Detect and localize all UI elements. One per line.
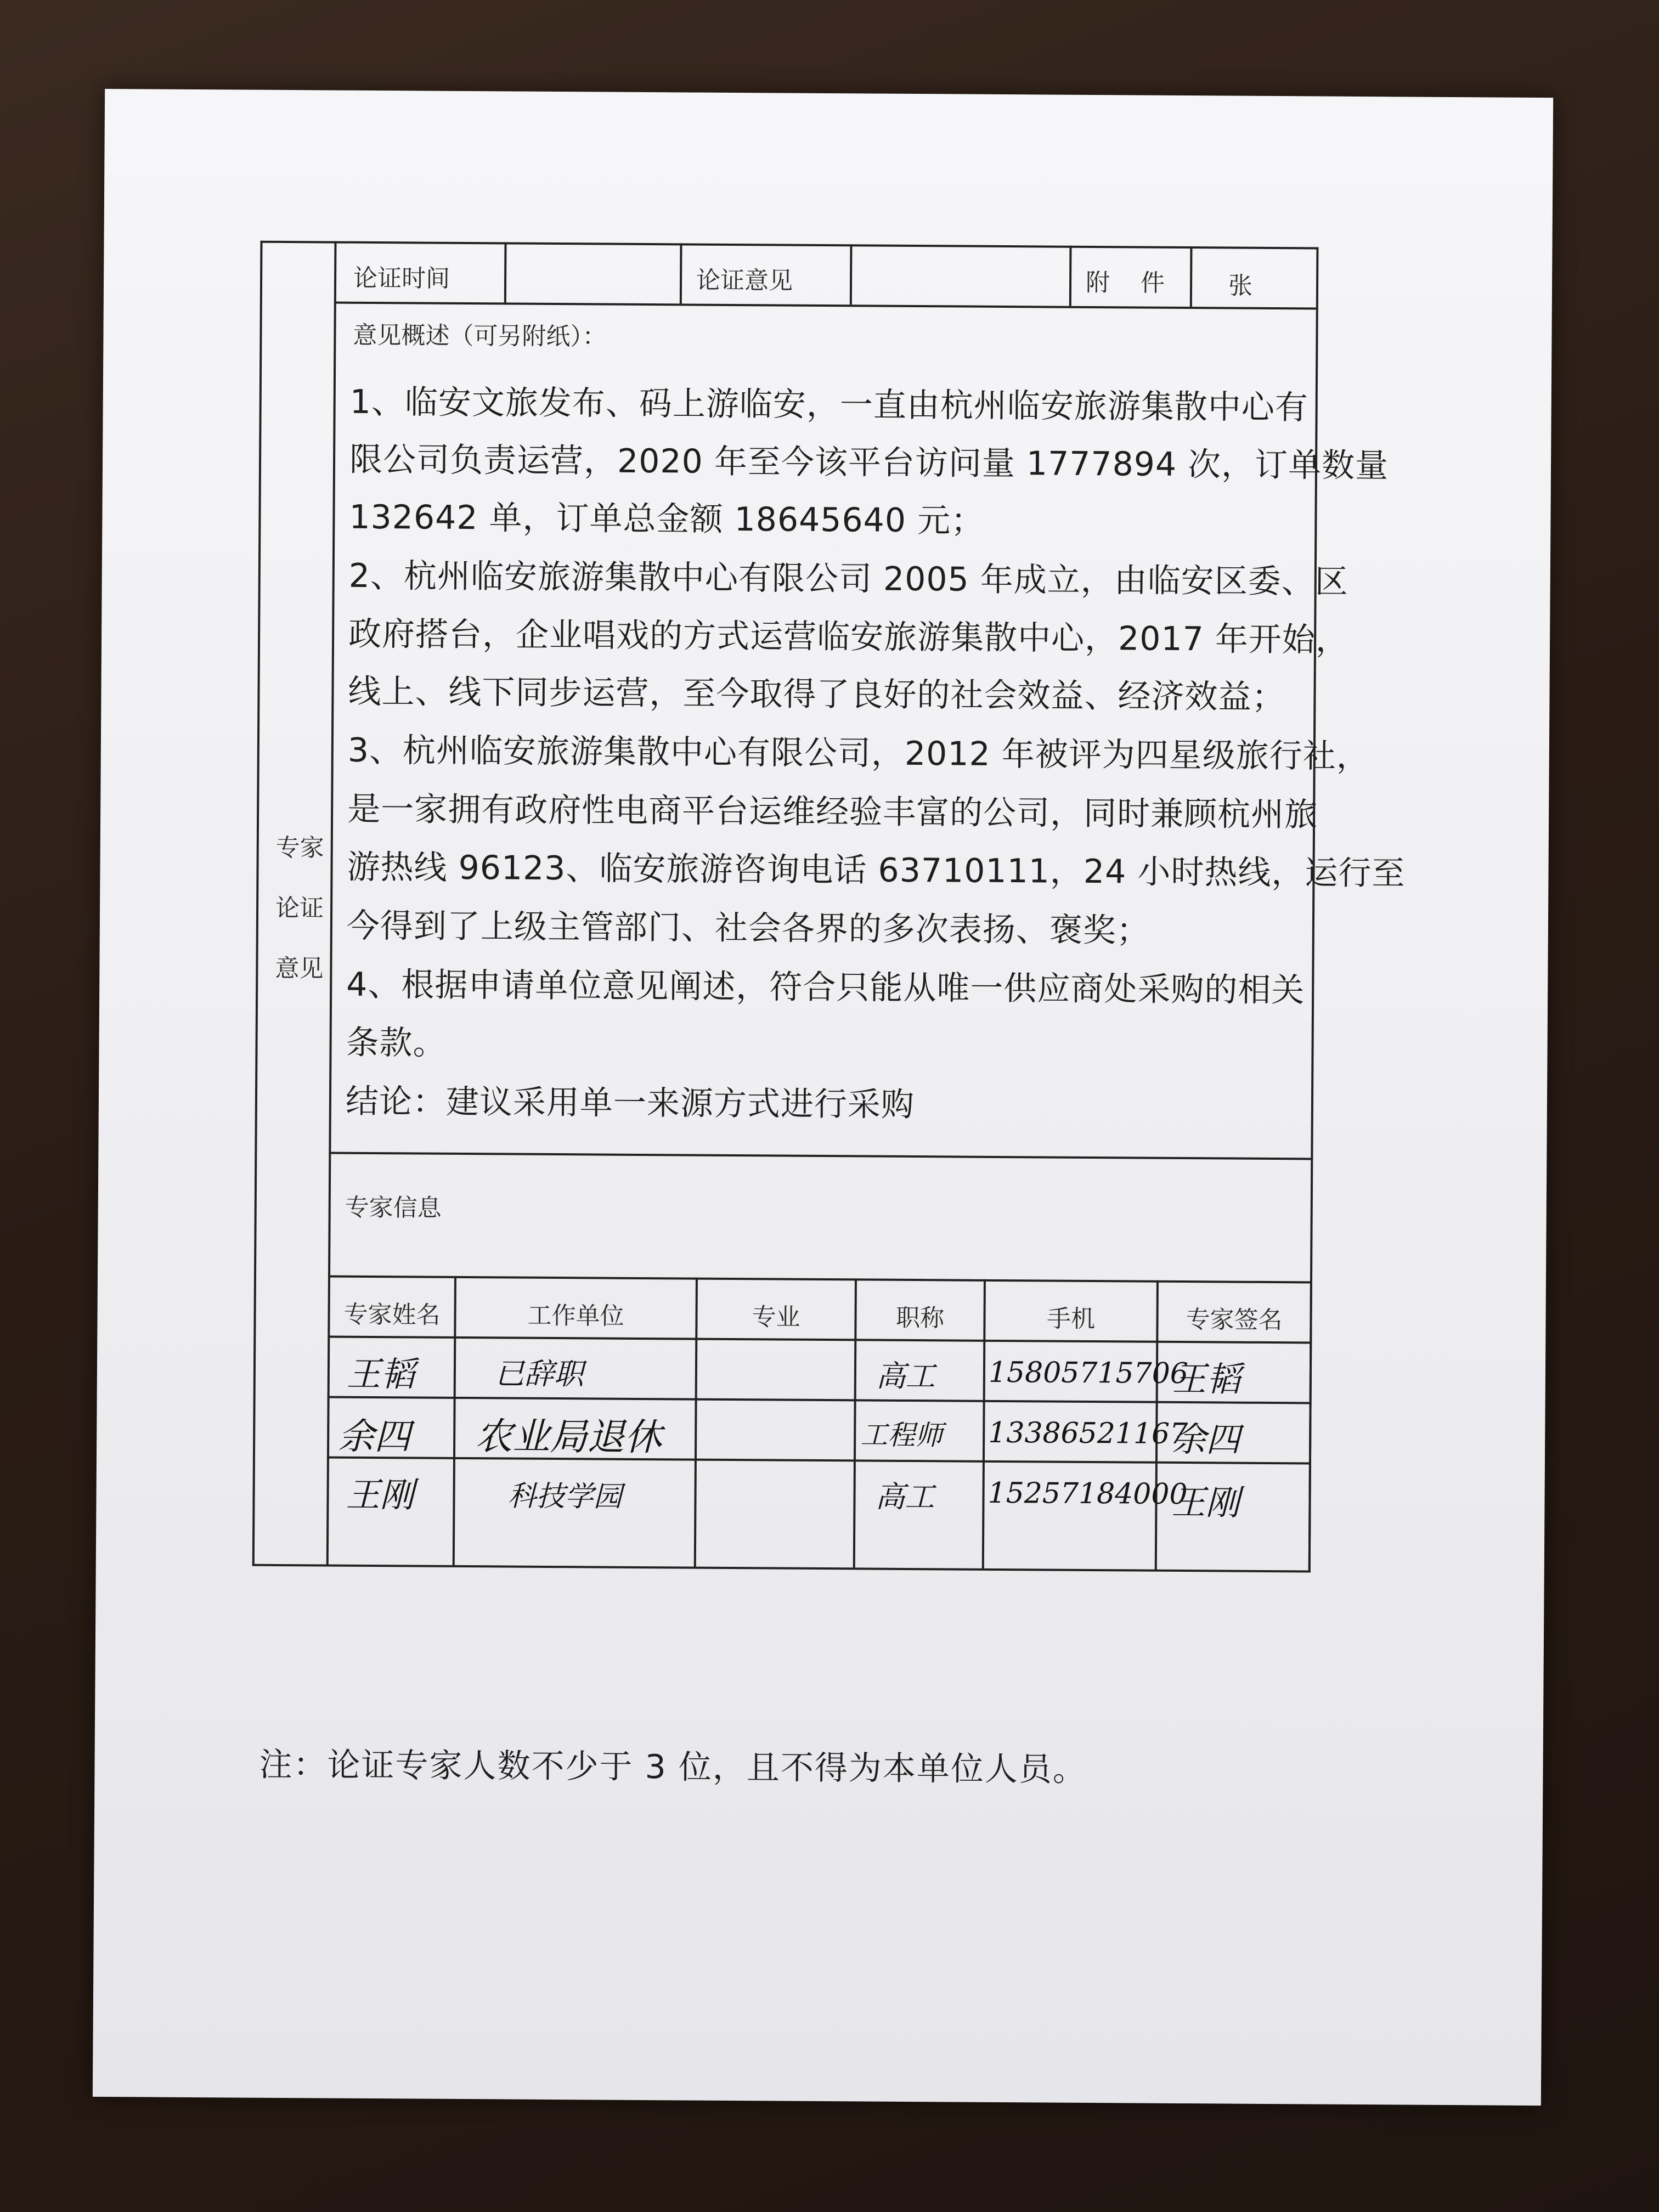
expert-title: 高工 (876, 1358, 936, 1394)
expert-table-top-line (328, 1275, 1312, 1283)
expert-section-top-line (329, 1152, 1313, 1160)
header-divider-3 (850, 244, 853, 304)
opinion-label: 论证意见 (696, 266, 793, 295)
expert-row-line-1 (328, 1396, 1312, 1404)
expert-info-label: 专家信息 (345, 1193, 442, 1222)
expert-title: 高工 (875, 1479, 935, 1515)
side-label-line-3: 意见 (275, 954, 324, 983)
sheets-label: 张 (1228, 272, 1253, 300)
expert-header-bottom-line (328, 1335, 1312, 1344)
col-header-signature: 专家签名 (1186, 1306, 1283, 1335)
expert-phone: 15805715706 (988, 1356, 1189, 1391)
col-header-phone: 手机 (1046, 1305, 1096, 1334)
footnote: 注：论证专家人数不少于 3 位，且不得为本单位人员。 (259, 1745, 1087, 1789)
opinion-line: 是一家拥有政府性电商平台运维经验丰富的公司，同时兼顾杭州旅 (347, 789, 1318, 834)
opinion-line: 1、临安文旅发布、码上游临安，一直由杭州临安旅游集散中心有 (349, 382, 1309, 427)
opinion-line: 今得到了上级主管部门、社会各界的多次表扬、褒奖； (346, 906, 1150, 950)
col-header-name: 专家姓名 (343, 1300, 441, 1329)
opinion-line: 条款。 (346, 1023, 447, 1063)
time-label: 论证时间 (353, 264, 450, 293)
expert-name: 余四 (337, 1415, 411, 1458)
document-page (93, 89, 1553, 2106)
expert-title: 工程师 (860, 1419, 943, 1452)
expert-name: 王韬 (346, 1353, 415, 1395)
header-divider-2 (680, 243, 682, 303)
header-divider-1 (504, 242, 507, 302)
expert-phone: 13386521167 (988, 1416, 1188, 1451)
opinion-line: 3、杭州临安旅游集散中心有限公司，2012 年被评为四星级旅行社， (347, 731, 1370, 776)
attachment-label: 附 件 (1085, 268, 1165, 297)
table-bottom-border (252, 1564, 1311, 1573)
opinion-line: 4、根据申请单位意见阐述，符合只能从唯一供应商处采购的相关 (346, 965, 1305, 1010)
expert-signature: 王刚 (1171, 1482, 1240, 1523)
col-header-unit: 工作单位 (527, 1301, 624, 1330)
opinion-line: 政府搭台，企业唱戏的方式运营临安旅游集散中心，2017 年开始， (348, 614, 1350, 659)
header-divider-4 (1069, 246, 1072, 306)
header-row-bottom-line (334, 302, 1316, 310)
conclusion-line: 结论：建议采用单一来源方式进行采购 (345, 1082, 915, 1125)
opinion-line: 线上、线下同步运营，至今取得了良好的社会效益、经济效益； (348, 672, 1285, 717)
expert-phone: 15257184000 (988, 1476, 1188, 1511)
expert-signature: 王韬 (1172, 1358, 1241, 1400)
summary-label: 意见概述（可另附纸）： (353, 321, 607, 351)
side-column-divider (326, 241, 337, 1567)
col-header-title: 职称 (895, 1304, 945, 1333)
expert-unit: 农业局退休 (475, 1415, 662, 1460)
table-left-border (252, 241, 263, 1566)
table-top-border (260, 241, 1316, 250)
expert-unit: 已辞职 (494, 1356, 584, 1392)
expert-signature: 余四 (1171, 1419, 1240, 1460)
side-label-line-1: 专家 (275, 833, 324, 862)
header-divider-5 (1190, 246, 1193, 307)
side-label-line-2: 论证 (275, 894, 324, 923)
col-header-major: 专业 (752, 1303, 800, 1331)
opinion-line: 2、杭州临安旅游集散中心有限公司 2005 年成立，由临安区委、区 (348, 556, 1348, 601)
opinion-line: 游热线 96123、临安旅游咨询电话 63710111，24 小时热线，运行至 (347, 848, 1406, 893)
expert-unit: 科技学园 (507, 1480, 622, 1514)
opinion-line: 限公司负责运营，2020 年至今该平台访问量 1777894 次，订单数量 (349, 440, 1389, 486)
expert-name: 王刚 (346, 1474, 414, 1515)
opinion-line: 132642 单，订单总金额 18645640 元； (349, 498, 985, 540)
